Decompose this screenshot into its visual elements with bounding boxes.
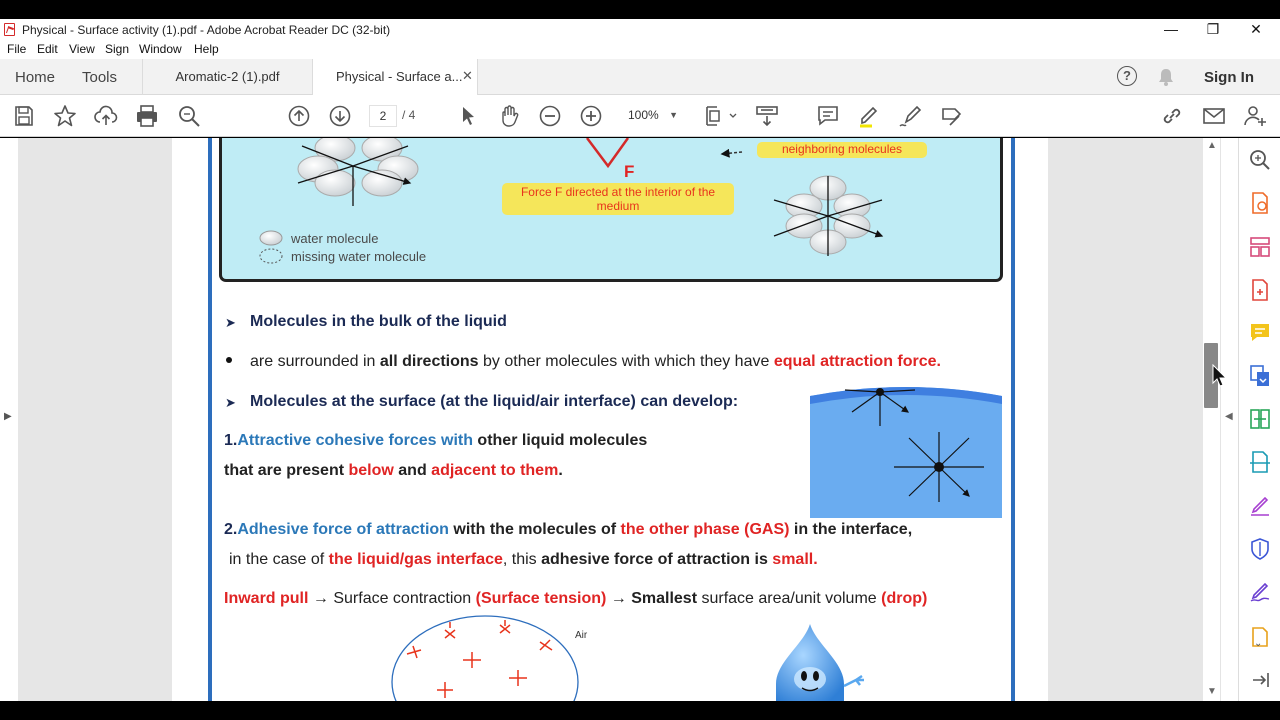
scroll-down-arrow-icon[interactable]: ▼	[1207, 686, 1217, 697]
cohesive-forces-line2	[224, 462, 563, 480]
tab-physical-doc[interactable]	[312, 59, 478, 96]
bottom-black-bar	[0, 701, 1280, 720]
collapse-right-panel-icon[interactable]: ◀	[1225, 411, 1233, 422]
bulk-molecule-cluster	[298, 138, 418, 206]
bulk-desc-d: equal attraction force.	[773, 353, 941, 370]
water-molecule-symbol	[260, 231, 282, 245]
notification-bell-icon[interactable]	[1157, 67, 1175, 87]
adhesive-force-line2	[229, 551, 818, 569]
heading-surface-molecules: Molecules at the surface (at the liquid/air interface) can develop:	[250, 393, 739, 410]
vertical-scrollbar[interactable]	[1203, 138, 1220, 701]
tab-aromatic-label: Aromatic-2 (1).pdf	[175, 69, 280, 84]
tab-physical-label: Physical - Surface a...	[336, 69, 463, 84]
menu-view[interactable]: View	[69, 42, 95, 56]
menu-help[interactable]: Help	[194, 42, 219, 56]
page-number-input[interactable]: 2	[369, 105, 397, 127]
request-signatures-icon[interactable]	[1248, 580, 1272, 604]
adhesive-f: the liquid/gas interface	[328, 551, 503, 568]
menu-file[interactable]: File	[7, 42, 27, 56]
page-fit-icon[interactable]	[703, 104, 737, 128]
surface-tension-diagram	[219, 138, 1003, 282]
zoom-in-icon[interactable]	[579, 104, 603, 128]
page-frame-left	[208, 138, 212, 701]
print-icon[interactable]	[135, 104, 159, 128]
item2-number: 2.	[224, 521, 238, 538]
restore-button[interactable]: ❐	[1206, 21, 1220, 37]
tab-home[interactable]: Home	[15, 69, 56, 86]
cohesive-f: adjacent to them	[431, 462, 559, 479]
top-black-bar	[0, 0, 1280, 19]
adhesive-b: with the molecules of	[448, 521, 621, 538]
inward-g: (drop)	[881, 590, 928, 607]
cohesive-forces-line1	[224, 432, 647, 450]
scroll-up-arrow-icon[interactable]: ▲	[1207, 140, 1217, 151]
fill-and-sign-icon[interactable]	[1248, 494, 1272, 518]
adhesive-a: Adhesive force of attraction	[237, 521, 449, 538]
organize-pages-icon[interactable]	[1248, 235, 1272, 259]
help-icon[interactable]: ?	[1117, 66, 1137, 86]
legend-missing-text: missing water molecule	[291, 249, 427, 264]
inward-d: →	[606, 590, 632, 607]
cohesive-b: other liquid molecules	[472, 432, 648, 449]
inward-pull-line	[224, 590, 927, 608]
right-panel-toggle-strip[interactable]	[1220, 138, 1238, 701]
window-title: Physical - Surface activity (1).pdf - Adobe Acrobat Reader DC (32-bit)	[22, 23, 391, 37]
air-label: Air	[575, 630, 588, 641]
select-cursor-icon[interactable]	[456, 104, 480, 128]
close-window-button[interactable]: ✕	[1250, 21, 1262, 37]
inward-c: (Surface tension)	[475, 590, 607, 607]
adhesive-h: adhesive force of attraction is	[541, 551, 768, 568]
menu-window[interactable]: Window	[139, 42, 182, 56]
sign-in-link[interactable]: Sign In	[1204, 69, 1254, 86]
bulk-desc-a: are surrounded in	[250, 353, 380, 370]
compare-files-icon[interactable]	[1248, 407, 1272, 431]
force-direction-label: Force F directed at the interior of the medium	[502, 183, 734, 215]
draw-freehand-icon[interactable]	[898, 104, 922, 128]
dot-bullet-icon	[226, 357, 232, 363]
neighboring-molecules-label: neighboring molecules	[757, 142, 927, 158]
create-pdf-icon[interactable]	[1248, 278, 1272, 302]
bulk-desc-c: by other molecules with which they have	[478, 353, 774, 370]
inward-a: Inward pull	[224, 590, 309, 607]
save-icon[interactable]	[12, 104, 36, 128]
title-bar	[0, 19, 1280, 41]
adhesive-g: , this	[502, 551, 542, 568]
comment-tool-icon[interactable]	[1248, 321, 1272, 345]
find-search-icon[interactable]	[177, 104, 201, 128]
force-arrow	[587, 138, 628, 166]
protect-shield-icon[interactable]	[1248, 537, 1272, 561]
highlight-pen-icon[interactable]	[857, 104, 881, 128]
zoom-level-select[interactable]	[620, 105, 686, 127]
expand-left-panel-icon[interactable]: ▶	[4, 411, 12, 422]
bulk-desc-b: all directions	[379, 353, 479, 370]
water-drop-character	[768, 624, 873, 702]
adhesive-i: small.	[767, 551, 818, 568]
mouse-cursor-icon	[1212, 364, 1228, 388]
adhesive-d: in the interface,	[789, 521, 913, 538]
previous-page-icon[interactable]	[287, 104, 311, 128]
adhesive-e: in the case of	[229, 551, 329, 568]
next-page-icon[interactable]	[328, 104, 352, 128]
force-letter: F	[624, 162, 635, 181]
minimize-button[interactable]: —	[1164, 21, 1178, 37]
surface-molecule-cluster	[774, 176, 882, 256]
comment-icon[interactable]	[816, 104, 840, 128]
menu-bar	[0, 41, 1280, 59]
page-total: / 4	[402, 108, 416, 122]
page-frame-right	[1011, 138, 1015, 701]
tab-tools[interactable]: Tools	[82, 69, 118, 86]
toolbar	[0, 95, 1280, 137]
arrow-bullet-icon: ➤	[225, 315, 236, 330]
share-link-icon[interactable]	[1160, 104, 1184, 128]
collapse-tools-panel-icon[interactable]	[1248, 668, 1272, 692]
combine-files-icon[interactable]	[1248, 364, 1272, 388]
menu-sign[interactable]: Sign	[105, 42, 130, 56]
bookmark-star-icon[interactable]	[53, 104, 77, 128]
liquid-surface-figure	[810, 386, 1002, 518]
bulk-description	[250, 353, 941, 371]
cohesive-a: Attractive cohesive forces with	[237, 432, 473, 449]
menu-edit[interactable]: Edit	[37, 42, 58, 56]
arrow-bullet-icon: ➤	[225, 395, 236, 410]
legend-water-text: water molecule	[291, 231, 379, 246]
export-pdf-icon[interactable]	[1248, 191, 1272, 215]
cohesive-g: .	[558, 462, 563, 479]
left-panel-collapsed[interactable]	[0, 138, 18, 701]
inward-f: surface area/unit volume	[697, 590, 882, 607]
scan-enhance-icon[interactable]	[1248, 450, 1272, 474]
missing-molecule-symbol	[260, 249, 282, 263]
email-icon[interactable]	[1202, 104, 1226, 128]
cohesive-c: that are present	[224, 462, 349, 479]
scroll-mode-icon[interactable]	[755, 104, 779, 128]
tab-bar	[0, 59, 1280, 95]
add-user-icon[interactable]	[1243, 104, 1267, 128]
tools-side-panel	[1238, 138, 1280, 701]
tab-aromatic-doc[interactable]	[142, 59, 312, 95]
pdf-app-icon	[4, 23, 15, 36]
hand-tool-icon[interactable]	[497, 104, 521, 128]
search-tool-icon[interactable]	[1248, 148, 1272, 172]
zoom-out-icon[interactable]	[538, 104, 562, 128]
cloud-upload-icon[interactable]	[94, 104, 118, 128]
heading-bulk-molecules: Molecules in the bulk of the liquid	[250, 313, 507, 330]
cohesive-e: and	[393, 462, 432, 479]
cohesive-d: below	[348, 462, 394, 479]
zoom-dropdown-icon: ▼	[669, 110, 678, 120]
adhesive-c: the other phase (GAS)	[620, 521, 790, 538]
droplet-force-figure	[385, 612, 588, 702]
inward-e: Smallest	[631, 590, 698, 607]
adhesive-force-line1	[224, 521, 912, 539]
tab-close-button[interactable]: ✕	[462, 68, 473, 83]
inward-b: → Surface contraction	[308, 590, 476, 607]
zoom-level-value: 100%	[628, 108, 659, 122]
panel-scroll-down-icon[interactable]: ⌄	[1254, 638, 1263, 649]
fill-sign-icon[interactable]	[940, 104, 964, 128]
item1-number: 1.	[224, 432, 238, 449]
